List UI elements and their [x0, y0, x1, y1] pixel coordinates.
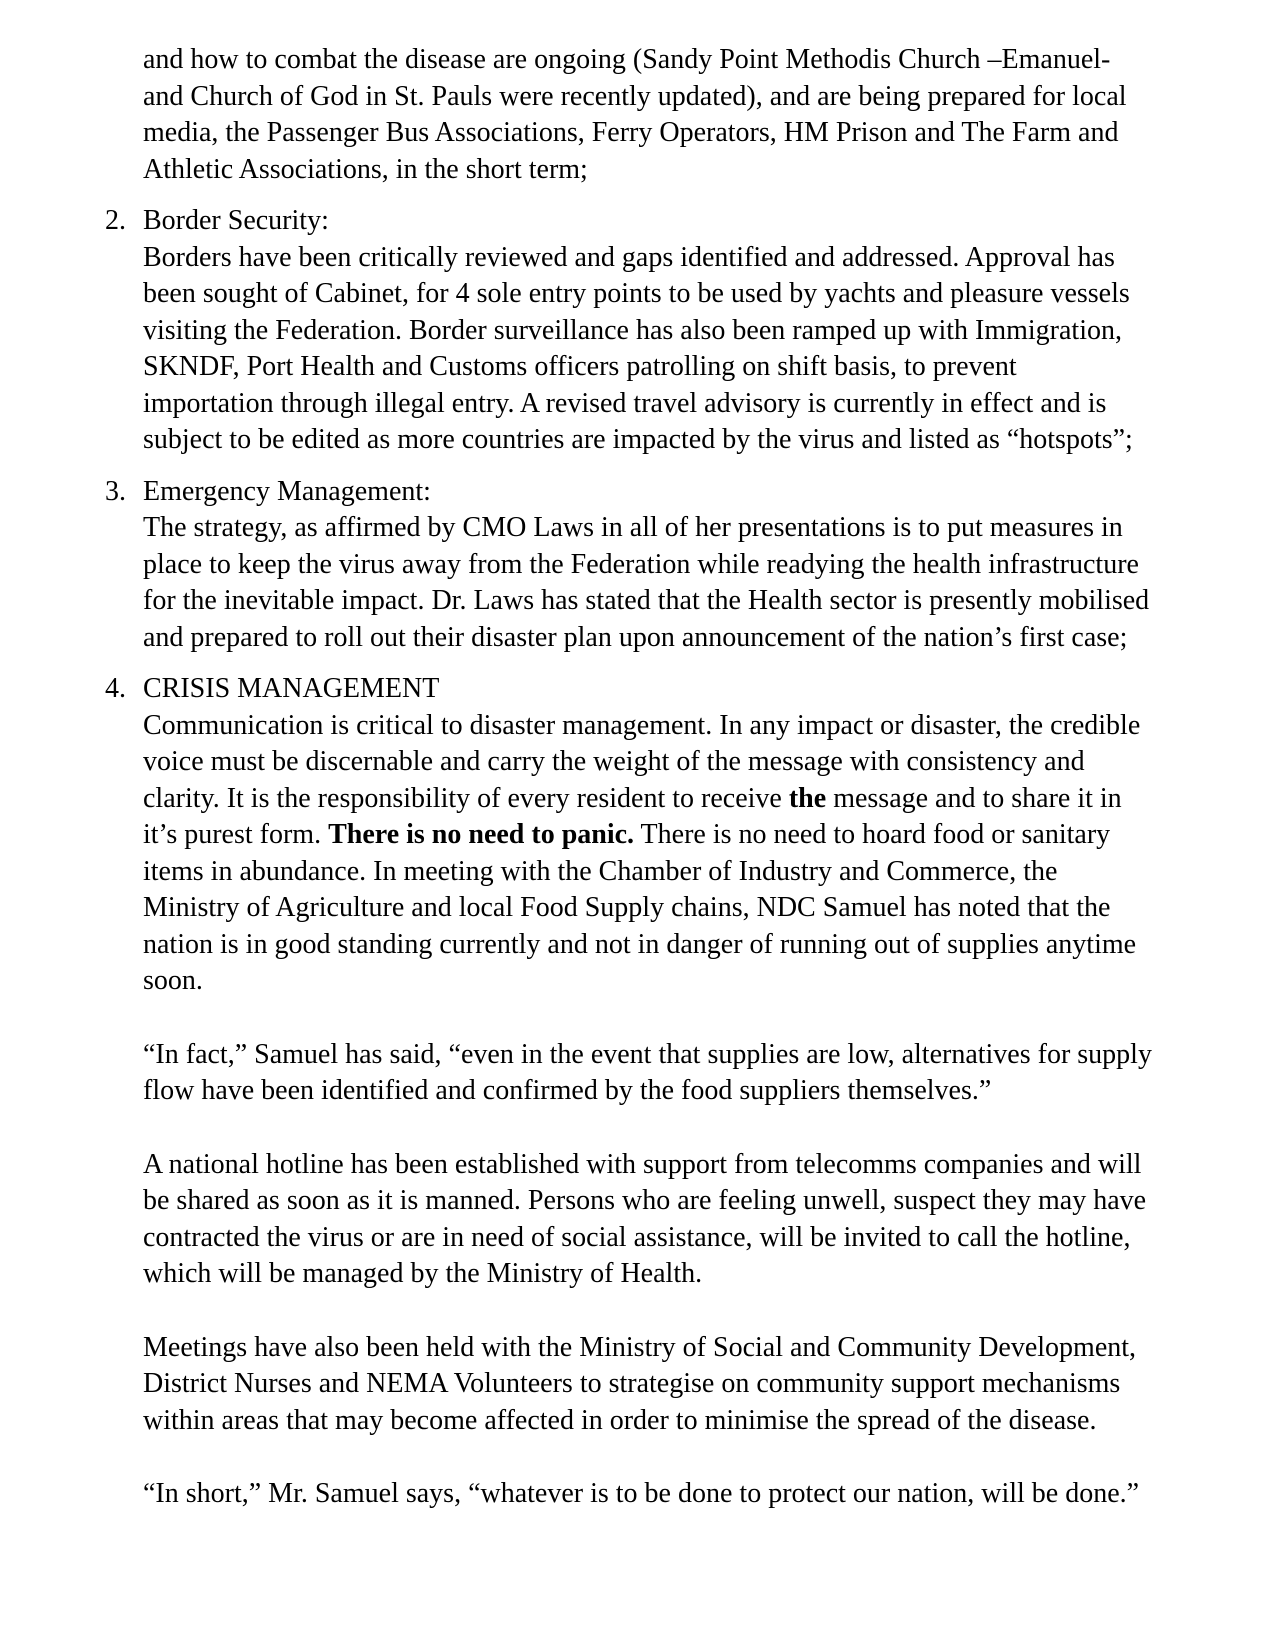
list-item-number: 4. [105, 673, 126, 704]
national-hotline-paragraph: A national hotline has been established with support from telecomms companies and will be shared as soon as it is manned. Persons who are feeling unwell, suspect they may have contracted the virus or are in need of social assistance, will be invited to call the hotline, which will be managed by the Ministry of Health. [143, 1148, 1147, 1289]
list-item-content [143, 671, 1153, 1513]
list-item-content [143, 474, 1153, 657]
list-item-title: Emergency Management: [143, 475, 431, 507]
closing-quote-paragraph: “In short,” Mr. Samuel says, “whatever is to be done to protect our nation, will be done.” [143, 1478, 1140, 1509]
list-item-number: 3. [105, 475, 126, 507]
border-security-paragraph: Borders have been critically reviewed and gaps identified and addressed. Approval has been sought of Cabinet, for 4 sole entry points to be used by yachts and pleasure vessels visiting the Federation. Border surveillance has also been ramped up with Immigration, SKNDF, Port Health and Customs officers patrolling on shift basis, to prevent importation through illegal entry. A revised travel advisory is currently in effect and is subject to be edited as more countries are impacted by the virus and listed as “hotspots”; [143, 241, 1133, 455]
list-item-number: 2. [105, 205, 126, 236]
community-meetings-paragraph: Meetings have also been held with the Ministry of Social and Community Development, District Nurses and NEMA Volunteers to strategise on community support mechanisms within areas that may become affected in order to minimise the spread of the disease. [143, 1331, 1137, 1436]
crisis-lead-paragraph: Communication is critical to disaster management. In any impact or disaster, the credible voice must be discernable and carry the weight of the message with consistency and clarity. It is the responsibility of every resident to receive the message and to share it in it’s purest form. There is no need to panic. There is no need to hoard food or sanitary items in abundance. In meeting with the Chamber of Industry and Commerce, the Ministry of Agriculture and local Food Supply chains, NDC Samuel has noted that the nation is in good standing currently and not in danger of running out of supplies anytime soon. [143, 709, 1141, 996]
list-item-crisis-management [105, 671, 1153, 1513]
list-item-border-security [105, 203, 1153, 459]
list-item-emergency-management [105, 474, 1153, 657]
list-item-1-continuation-paragraph: and how to combat the disease are ongoing (Sandy Point Methodis Church –Emanuel- and Church of God in St. Pauls were recently updated), and are being prepared for local media, the Passenger Bus Associations, Ferry Operators, HM Prison and The Farm and Athletic Associations, in the short term; [143, 44, 1127, 185]
samuel-quote-paragraph: “In fact,” Samuel has said, “even in the event that supplies are low, alternatives for supply flow have been identified and confirmed by the food suppliers themselves.” [143, 1038, 1152, 1106]
list-item-title: Border Security: [143, 205, 329, 236]
emergency-management-paragraph: The strategy, as affirmed by CMO Laws in all of her presentations is to put measures in place to keep the virus away from the Federation while readying the health infrastructure for the inevitable impact. Dr. Laws has stated that the Health sector is presently mobilised and prepared to roll out their disaster plan upon announcement of the nation’s first case; [143, 512, 1150, 653]
list-item-title: CRISIS MANAGEMENT [143, 673, 440, 704]
list-item-content [143, 203, 1153, 459]
